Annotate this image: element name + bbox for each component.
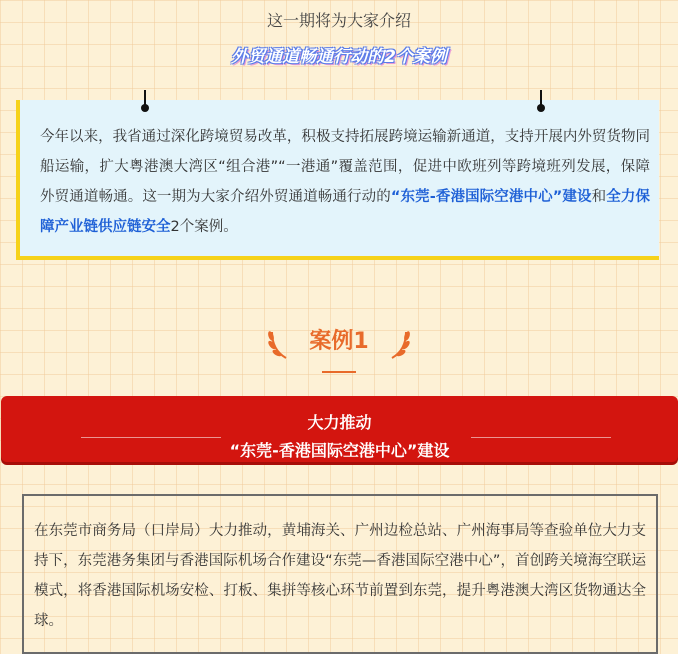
intro-text-part3: 2个案例。 — [170, 219, 238, 235]
headline: 外贸通道畅通行动的2个案例 — [231, 47, 447, 67]
pin-icon — [144, 90, 146, 110]
banner-line-1: 大力推动 — [307, 413, 372, 432]
pin-icon — [540, 90, 542, 110]
intro-highlight-1: “东莞-香港国际空港中心”建设 — [390, 189, 592, 205]
case-title-underline — [322, 371, 356, 373]
laurel-right-icon — [386, 326, 412, 360]
intro-text-part1: 今年以来，我省通过深化跨境贸易改革，积极支持拓展跨境运输新通道，支持开展内外贸货物同船运输，扩大粤港澳大湾区“组合港”“一港通”覆盖范围，促进中欧班列等跨境班列发展，保障外贸通道畅通。这一期为大家介绍外贸通道畅通行动的 — [40, 129, 650, 205]
case-body-text: 在东莞市商务局（口岸局）大力推动，黄埔海关、广州边检总站、广州海事局等查验单位大力支持下，东莞港务集团与香港国际机场合作建设“东莞—香港国际空港中心”，首创跨关境海空联运模式，将香港国际机场安检、打板、集拼等核心环节前置到东莞，提升粤港澳大湾区货物通达全球。 — [34, 523, 646, 629]
intro-text — [40, 122, 650, 242]
case-banner — [1, 396, 678, 462]
banner-line-2: “东莞-香港国际空港中心”建设 — [229, 441, 450, 460]
intro-box — [16, 100, 659, 260]
intro-line: 这一期将为大家介绍 — [266, 11, 411, 30]
intro-highlight-2: 全力保障产业链供应链安全 — [40, 189, 651, 235]
case-body-box — [22, 494, 658, 654]
case-title: 案例1 — [309, 329, 369, 354]
intro-text-part2: 和 — [591, 189, 607, 205]
